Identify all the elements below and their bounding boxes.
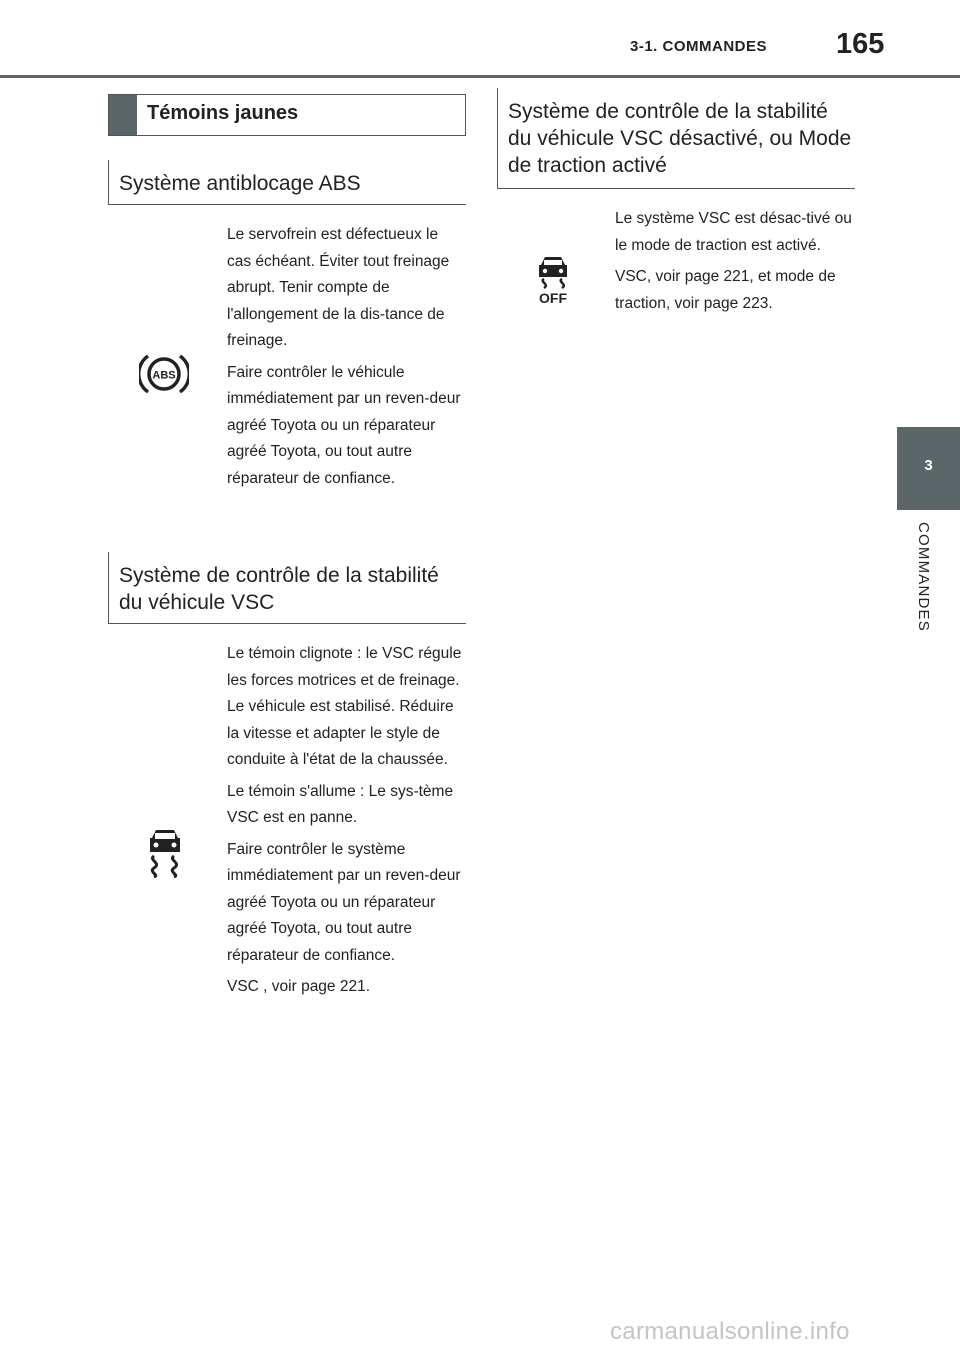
vsc-off-heading-box bbox=[497, 88, 855, 189]
vsc-skid-icon bbox=[144, 828, 186, 878]
title-marker bbox=[109, 95, 137, 135]
abs-heading: Système antiblocage ABS bbox=[119, 172, 361, 195]
vsc-paragraph-4: VSC , voir page 221. bbox=[227, 978, 371, 995]
vsc-paragraph-1: Le témoin clignote : le VSC régule les forces motrices et de freinage. Le véhicule est stabilisé. Réduire la vitesse et adapter le style de conduite à l'état de la chaussée. bbox=[227, 645, 462, 768]
abs-heading-box bbox=[108, 160, 466, 205]
vsc-off-icon-text: OFF bbox=[539, 290, 567, 305]
vsc-heading-box bbox=[108, 552, 466, 624]
footer-watermark: carmanualsonline.info bbox=[610, 1318, 850, 1345]
vsc-off-description bbox=[615, 206, 853, 322]
vsc-description bbox=[227, 641, 465, 1006]
yellow-lights-title: Témoins jaunes bbox=[147, 102, 299, 124]
abs-paragraph-1: Le servofrein est défectueux le cas échéant. Éviter tout freinage abrupt. Tenir compte de l'allongement de la dis-tance de freinage. bbox=[227, 226, 450, 349]
page-number: 165 bbox=[836, 28, 885, 60]
vsc-heading: Système de contrôle de la stabilité du véhicule VSC bbox=[119, 564, 439, 614]
yellow-lights-title-box bbox=[108, 94, 466, 136]
vsc-paragraph-3: Faire contrôler le système immédiatement par un reven-deur agréé Toyota ou un réparateur agréé Toyota, ou tout autre réparateur de confiance. bbox=[227, 840, 461, 964]
svg-text:ABS: ABS bbox=[152, 369, 176, 382]
chapter-tab bbox=[897, 427, 960, 510]
chapter-number: 3 bbox=[924, 457, 933, 474]
vsc-paragraph-2: Le témoin s'allume : Le sys-tème VSC est en panne. bbox=[227, 782, 454, 826]
abs-description bbox=[227, 222, 465, 497]
vsc-off-paragraph-1: Le système VSC est désac-tivé ou le mode de traction est activé. bbox=[615, 210, 852, 254]
vsc-off-heading: Système de contrôle de la stabilité du véhicule VSC désactivé, ou Mode de traction activé bbox=[508, 100, 852, 177]
vsc-off-icon bbox=[535, 255, 571, 305]
abs-warning-icon bbox=[139, 352, 189, 396]
section-title: 3-1. COMMANDES bbox=[630, 38, 768, 55]
chapter-label: COMMANDES bbox=[915, 522, 932, 632]
header-divider bbox=[0, 75, 960, 78]
abs-paragraph-2: Faire contrôler le véhicule immédiatement par un reven-deur agréé Toyota ou un réparateur agréé Toyota, ou tout autre réparateur de confiance. bbox=[227, 363, 461, 487]
vsc-off-paragraph-2: VSC, voir page 221, et mode de traction, voir page 223. bbox=[615, 268, 836, 312]
